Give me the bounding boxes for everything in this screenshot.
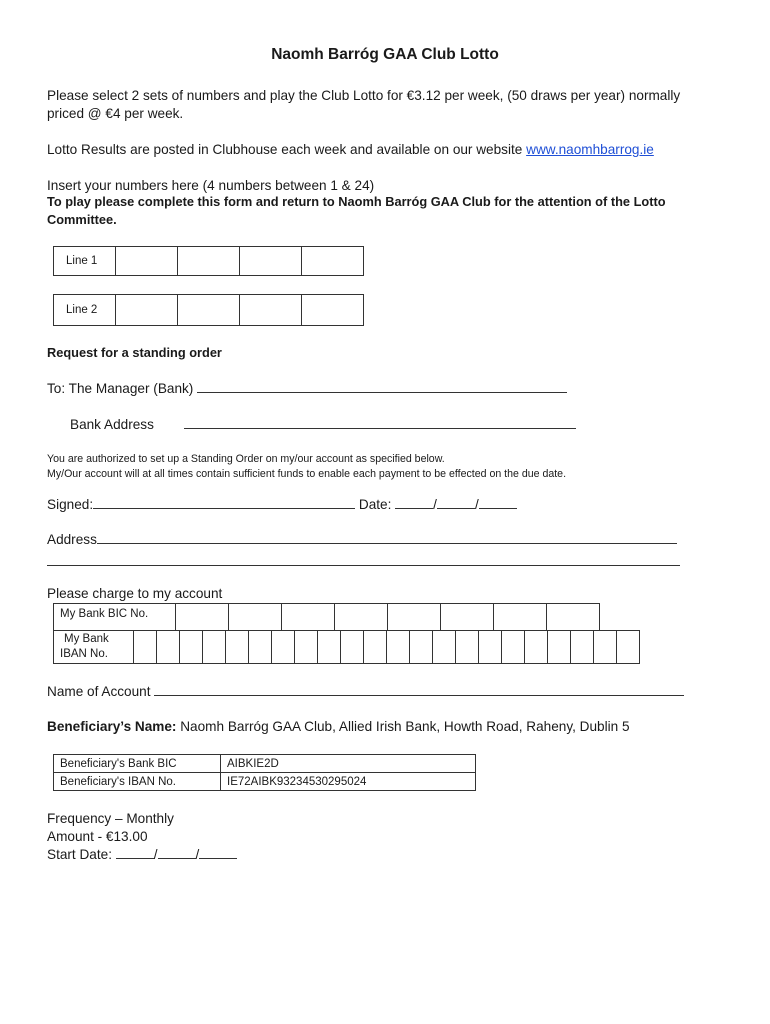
bic-grid <box>53 603 600 631</box>
number-box[interactable] <box>116 295 178 326</box>
line-2-label: Line 2 <box>54 295 116 326</box>
iban-box[interactable] <box>525 631 548 664</box>
signed-label: Signed: <box>47 497 94 512</box>
number-box[interactable] <box>302 295 364 326</box>
bic-box[interactable] <box>494 604 547 631</box>
charge-label: Please charge to my account <box>47 586 223 601</box>
bank-address-field[interactable] <box>184 416 576 429</box>
line-1-label: Line 1 <box>54 247 116 276</box>
iban-box[interactable] <box>456 631 479 664</box>
bank-address-row <box>70 416 576 434</box>
beneficiary-row <box>47 718 630 736</box>
authorization-text: You are authorized to set up a Standing Order on my/our account as specified below. <box>47 453 445 465</box>
iban-box[interactable] <box>594 631 617 664</box>
bic-box[interactable] <box>388 604 441 631</box>
iban-box[interactable] <box>617 631 640 664</box>
name-of-account-label: Name of Account <box>47 684 151 699</box>
table-row <box>54 773 476 791</box>
standing-order-heading: Request for a standing order <box>47 345 222 360</box>
iban-box[interactable] <box>272 631 295 664</box>
bic-box[interactable] <box>176 604 229 631</box>
iban-box[interactable] <box>318 631 341 664</box>
iban-box[interactable] <box>433 631 456 664</box>
address-field-line-2[interactable] <box>47 553 680 566</box>
website-link[interactable]: www.naomhbarrog.ie <box>526 142 654 157</box>
bic-label: My Bank BIC No. <box>54 604 176 631</box>
iban-label-line-1: My Bank <box>64 633 109 645</box>
name-of-account-row <box>47 683 684 701</box>
date-year-field[interactable] <box>479 496 517 509</box>
start-year-field[interactable] <box>199 846 237 859</box>
signed-row: Signed: Date: / / <box>47 496 517 514</box>
bic-box[interactable] <box>547 604 600 631</box>
results-line <box>47 141 654 159</box>
iban-box[interactable] <box>249 631 272 664</box>
results-text: Lotto Results are posted in Clubhouse each week and available on our website <box>47 142 523 157</box>
iban-box[interactable] <box>364 631 387 664</box>
frequency-text: Frequency – Monthly <box>47 811 174 826</box>
iban-box[interactable] <box>341 631 364 664</box>
bic-box[interactable] <box>282 604 335 631</box>
table-row <box>54 755 476 773</box>
line-2-grid <box>53 294 364 326</box>
bank-manager-field[interactable] <box>197 380 567 393</box>
amount-text: Amount - €13.00 <box>47 829 148 844</box>
number-box[interactable] <box>302 247 364 276</box>
iban-box[interactable] <box>134 631 157 664</box>
bank-address-label: Bank Address <box>70 417 154 432</box>
iban-box[interactable] <box>295 631 318 664</box>
beneficiary-label: Beneficiary’s Name: <box>47 719 177 734</box>
number-box[interactable] <box>116 247 178 276</box>
iban-grid <box>53 630 640 664</box>
name-of-account-field[interactable] <box>154 683 684 696</box>
number-box[interactable] <box>240 247 302 276</box>
iban-box[interactable] <box>226 631 249 664</box>
number-box[interactable] <box>178 295 240 326</box>
start-month-field[interactable] <box>158 846 196 859</box>
signature-field[interactable] <box>93 496 355 509</box>
insert-numbers-text: Insert your numbers here (4 numbers between 1 & 24) <box>47 178 375 193</box>
beneficiary-iban-label: Beneficiary's IBAN No. <box>54 773 221 791</box>
date-month-field[interactable] <box>437 496 475 509</box>
to-manager-row <box>47 380 567 398</box>
beneficiary-table <box>53 754 476 791</box>
date-label: Date: <box>358 497 392 512</box>
address-label: Address <box>47 532 97 547</box>
bic-box[interactable] <box>229 604 282 631</box>
iban-box[interactable] <box>410 631 433 664</box>
instructions-text: To play please complete this form and return to Naomh Barróg GAA Club for the attention of the Lotto <box>47 194 666 209</box>
beneficiary-iban-value: IE72AIBK93234530295024 <box>221 773 476 791</box>
iban-label <box>54 631 134 664</box>
beneficiary-bic-label: Beneficiary's Bank BIC <box>54 755 221 773</box>
address-field[interactable] <box>97 531 677 544</box>
date-day-field[interactable] <box>395 496 433 509</box>
instructions-text-cont: Committee. <box>47 212 117 227</box>
iban-box[interactable] <box>203 631 226 664</box>
number-box[interactable] <box>240 295 302 326</box>
intro-text: Please select 2 sets of numbers and play the Club Lotto for €3.12 per week, (50 draws per year) normally <box>47 88 681 103</box>
address-row <box>47 531 677 549</box>
iban-box[interactable] <box>157 631 180 664</box>
number-box[interactable] <box>178 247 240 276</box>
iban-label-line-2: IBAN No. <box>60 648 108 660</box>
start-date-row: Start Date: / / <box>47 846 237 864</box>
iban-box[interactable] <box>180 631 203 664</box>
authorization-text-cont: My/Our account will at all times contain sufficient funds to enable each payment to be effected on the due date. <box>47 468 567 480</box>
bic-box[interactable] <box>335 604 388 631</box>
iban-box[interactable] <box>502 631 525 664</box>
start-date-label: Start Date: <box>47 847 112 862</box>
start-day-field[interactable] <box>116 846 154 859</box>
line-1-grid <box>53 246 364 276</box>
iban-box[interactable] <box>479 631 502 664</box>
iban-box[interactable] <box>548 631 571 664</box>
iban-box[interactable] <box>571 631 594 664</box>
bic-box[interactable] <box>441 604 494 631</box>
form-title: Naomh Barróg GAA Club Lotto <box>271 46 499 63</box>
beneficiary-bic-value: AIBKIE2D <box>221 755 476 773</box>
intro-text-cont: priced @ €4 per week. <box>47 106 184 121</box>
to-manager-label: To: The Manager (Bank) <box>47 381 194 396</box>
beneficiary-value: Naomh Barróg GAA Club, Allied Irish Bank, Howth Road, Raheny, Dublin 5 <box>180 719 630 734</box>
iban-box[interactable] <box>387 631 410 664</box>
